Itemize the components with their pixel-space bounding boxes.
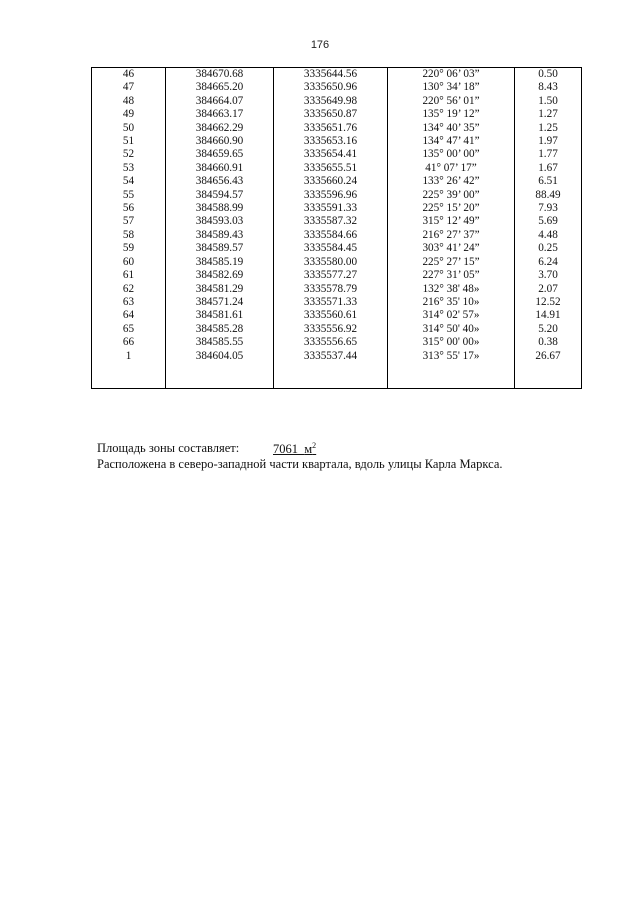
distance-cell: 5.69 [515, 215, 582, 228]
area-label: Площадь зоны составляет: [97, 441, 240, 455]
x-coordinate-cell: 384593.03 [166, 215, 274, 228]
direction-angle-cell: 132° 38' 48» [388, 283, 515, 296]
point-number-cell: 62 [92, 283, 166, 296]
direction-angle-cell: 225° 15’ 20” [388, 202, 515, 215]
area-unit-power: 2 [312, 441, 317, 450]
y-coordinate-cell: 3335655.51 [274, 162, 388, 175]
x-coordinate-cell: 384589.57 [166, 242, 274, 255]
x-coordinate-cell: 384665.20 [166, 81, 274, 94]
distance-cell: 0.38 [515, 336, 582, 349]
distance-cell: 1.77 [515, 148, 582, 161]
y-coordinate-cell: 3335560.61 [274, 309, 388, 322]
direction-angle-cell: 130° 34’ 18” [388, 81, 515, 94]
y-coordinate-cell: 3335537.44 [274, 350, 388, 363]
point-number-cell: 50 [92, 122, 166, 135]
distance-cell: 88.49 [515, 189, 582, 202]
table-empty-row [92, 363, 582, 389]
point-number-cell: 55 [92, 189, 166, 202]
distance-cell: 12.52 [515, 296, 582, 309]
y-coordinate-cell: 3335578.79 [274, 283, 388, 296]
distance-cell: 0.25 [515, 242, 582, 255]
table-row [92, 296, 582, 309]
area-value [273, 441, 316, 457]
y-coordinate-cell: 3335584.66 [274, 229, 388, 242]
x-coordinate-cell: 384581.61 [166, 309, 274, 322]
table-row [92, 229, 582, 242]
y-coordinate-cell: 3335651.76 [274, 122, 388, 135]
x-coordinate-cell: 384604.05 [166, 350, 274, 363]
table-row [92, 148, 582, 161]
point-number-cell: 56 [92, 202, 166, 215]
x-coordinate-cell: 384656.43 [166, 175, 274, 188]
point-number-cell: 48 [92, 95, 166, 108]
direction-angle-cell: 216° 35' 10» [388, 296, 515, 309]
area-line [97, 441, 317, 457]
distance-cell: 8.43 [515, 81, 582, 94]
point-number-cell: 58 [92, 229, 166, 242]
empty-cell [388, 363, 515, 389]
empty-cell [166, 363, 274, 389]
distance-cell: 2.07 [515, 283, 582, 296]
point-number-cell: 59 [92, 242, 166, 255]
direction-angle-cell: 135° 19’ 12” [388, 108, 515, 121]
y-coordinate-cell: 3335580.00 [274, 256, 388, 269]
direction-angle-cell: 225° 27’ 15” [388, 256, 515, 269]
distance-cell: 4.48 [515, 229, 582, 242]
direction-angle-cell: 220° 06’ 03” [388, 68, 515, 82]
table-row [92, 283, 582, 296]
table-row [92, 108, 582, 121]
table-row [92, 68, 582, 82]
y-coordinate-cell: 3335644.56 [274, 68, 388, 82]
point-number-cell: 61 [92, 269, 166, 282]
x-coordinate-cell: 384660.90 [166, 135, 274, 148]
table-row [92, 202, 582, 215]
direction-angle-cell: 134° 40’ 35” [388, 122, 515, 135]
table-row [92, 122, 582, 135]
point-number-cell: 57 [92, 215, 166, 228]
direction-angle-cell: 227° 31’ 05” [388, 269, 515, 282]
y-coordinate-cell: 3335587.32 [274, 215, 388, 228]
x-coordinate-cell: 384585.55 [166, 336, 274, 349]
direction-angle-cell: 314° 50' 40» [388, 323, 515, 336]
direction-angle-cell: 313° 55' 17» [388, 350, 515, 363]
empty-cell [92, 363, 166, 389]
point-number-cell: 66 [92, 336, 166, 349]
x-coordinate-cell: 384670.68 [166, 68, 274, 82]
table-row [92, 95, 582, 108]
y-coordinate-cell: 3335577.27 [274, 269, 388, 282]
point-number-cell: 46 [92, 68, 166, 82]
empty-cell [274, 363, 388, 389]
y-coordinate-cell: 3335591.33 [274, 202, 388, 215]
x-coordinate-cell: 384585.28 [166, 323, 274, 336]
distance-cell: 1.67 [515, 162, 582, 175]
distance-cell: 1.27 [515, 108, 582, 121]
point-number-cell: 1 [92, 350, 166, 363]
distance-cell: 14.91 [515, 309, 582, 322]
point-number-cell: 60 [92, 256, 166, 269]
empty-cell [515, 363, 582, 389]
distance-cell: 1.50 [515, 95, 582, 108]
distance-cell: 5.20 [515, 323, 582, 336]
point-number-cell: 49 [92, 108, 166, 121]
table-row [92, 162, 582, 175]
y-coordinate-cell: 3335649.98 [274, 95, 388, 108]
table-row [92, 350, 582, 363]
point-number-cell: 51 [92, 135, 166, 148]
table-row [92, 323, 582, 336]
direction-angle-cell: 216° 27’ 37” [388, 229, 515, 242]
y-coordinate-cell: 3335596.96 [274, 189, 388, 202]
y-coordinate-cell: 3335653.16 [274, 135, 388, 148]
distance-cell: 1.25 [515, 122, 582, 135]
table-row [92, 135, 582, 148]
table-row [92, 215, 582, 228]
direction-angle-cell: 133° 26’ 42” [388, 175, 515, 188]
y-coordinate-cell: 3335654.41 [274, 148, 388, 161]
y-coordinate-cell: 3335650.96 [274, 81, 388, 94]
table-row [92, 242, 582, 255]
x-coordinate-cell: 384582.69 [166, 269, 274, 282]
distance-cell: 7.93 [515, 202, 582, 215]
x-coordinate-cell: 384581.29 [166, 283, 274, 296]
table-row [92, 189, 582, 202]
table-row [92, 81, 582, 94]
coordinates-table-body [92, 68, 582, 389]
distance-cell: 0.50 [515, 68, 582, 82]
direction-angle-cell: 225° 39’ 00” [388, 189, 515, 202]
distance-cell: 3.70 [515, 269, 582, 282]
table-row [92, 175, 582, 188]
point-number-cell: 52 [92, 148, 166, 161]
point-number-cell: 53 [92, 162, 166, 175]
direction-angle-cell: 314° 02' 57» [388, 309, 515, 322]
y-coordinate-cell: 3335650.87 [274, 108, 388, 121]
table-row [92, 336, 582, 349]
x-coordinate-cell: 384663.17 [166, 108, 274, 121]
x-coordinate-cell: 384585.19 [166, 256, 274, 269]
area-unit: м [304, 442, 313, 457]
table-row [92, 309, 582, 322]
y-coordinate-cell: 3335556.65 [274, 336, 388, 349]
direction-angle-cell: 220° 56’ 01” [388, 95, 515, 108]
direction-angle-cell: 315° 00' 00» [388, 336, 515, 349]
x-coordinate-cell: 384662.29 [166, 122, 274, 135]
y-coordinate-cell: 3335584.45 [274, 242, 388, 255]
table-row [92, 256, 582, 269]
y-coordinate-cell: 3335660.24 [274, 175, 388, 188]
distance-cell: 6.24 [515, 256, 582, 269]
x-coordinate-cell: 384594.57 [166, 189, 274, 202]
point-number-cell: 47 [92, 81, 166, 94]
direction-angle-cell: 41° 07’ 17” [388, 162, 515, 175]
coordinates-table [91, 67, 582, 389]
area-number: 7061 [273, 442, 298, 457]
direction-angle-cell: 303° 41’ 24” [388, 242, 515, 255]
point-number-cell: 63 [92, 296, 166, 309]
direction-angle-cell: 315° 12’ 49” [388, 215, 515, 228]
direction-angle-cell: 135° 00’ 00” [388, 148, 515, 161]
location-description: Расположена в северо-западной части квартала, вдоль улицы Карла Маркса. [97, 457, 503, 471]
point-number-cell: 64 [92, 309, 166, 322]
x-coordinate-cell: 384660.91 [166, 162, 274, 175]
y-coordinate-cell: 3335571.33 [274, 296, 388, 309]
x-coordinate-cell: 384659.65 [166, 148, 274, 161]
table-row [92, 269, 582, 282]
point-number-cell: 54 [92, 175, 166, 188]
distance-cell: 6.51 [515, 175, 582, 188]
direction-angle-cell: 134° 47’ 41” [388, 135, 515, 148]
point-number-cell: 65 [92, 323, 166, 336]
x-coordinate-cell: 384588.99 [166, 202, 274, 215]
distance-cell: 1.97 [515, 135, 582, 148]
x-coordinate-cell: 384664.07 [166, 95, 274, 108]
x-coordinate-cell: 384589.43 [166, 229, 274, 242]
page-number: 176 [310, 39, 330, 51]
distance-cell: 26.67 [515, 350, 582, 363]
x-coordinate-cell: 384571.24 [166, 296, 274, 309]
y-coordinate-cell: 3335556.92 [274, 323, 388, 336]
